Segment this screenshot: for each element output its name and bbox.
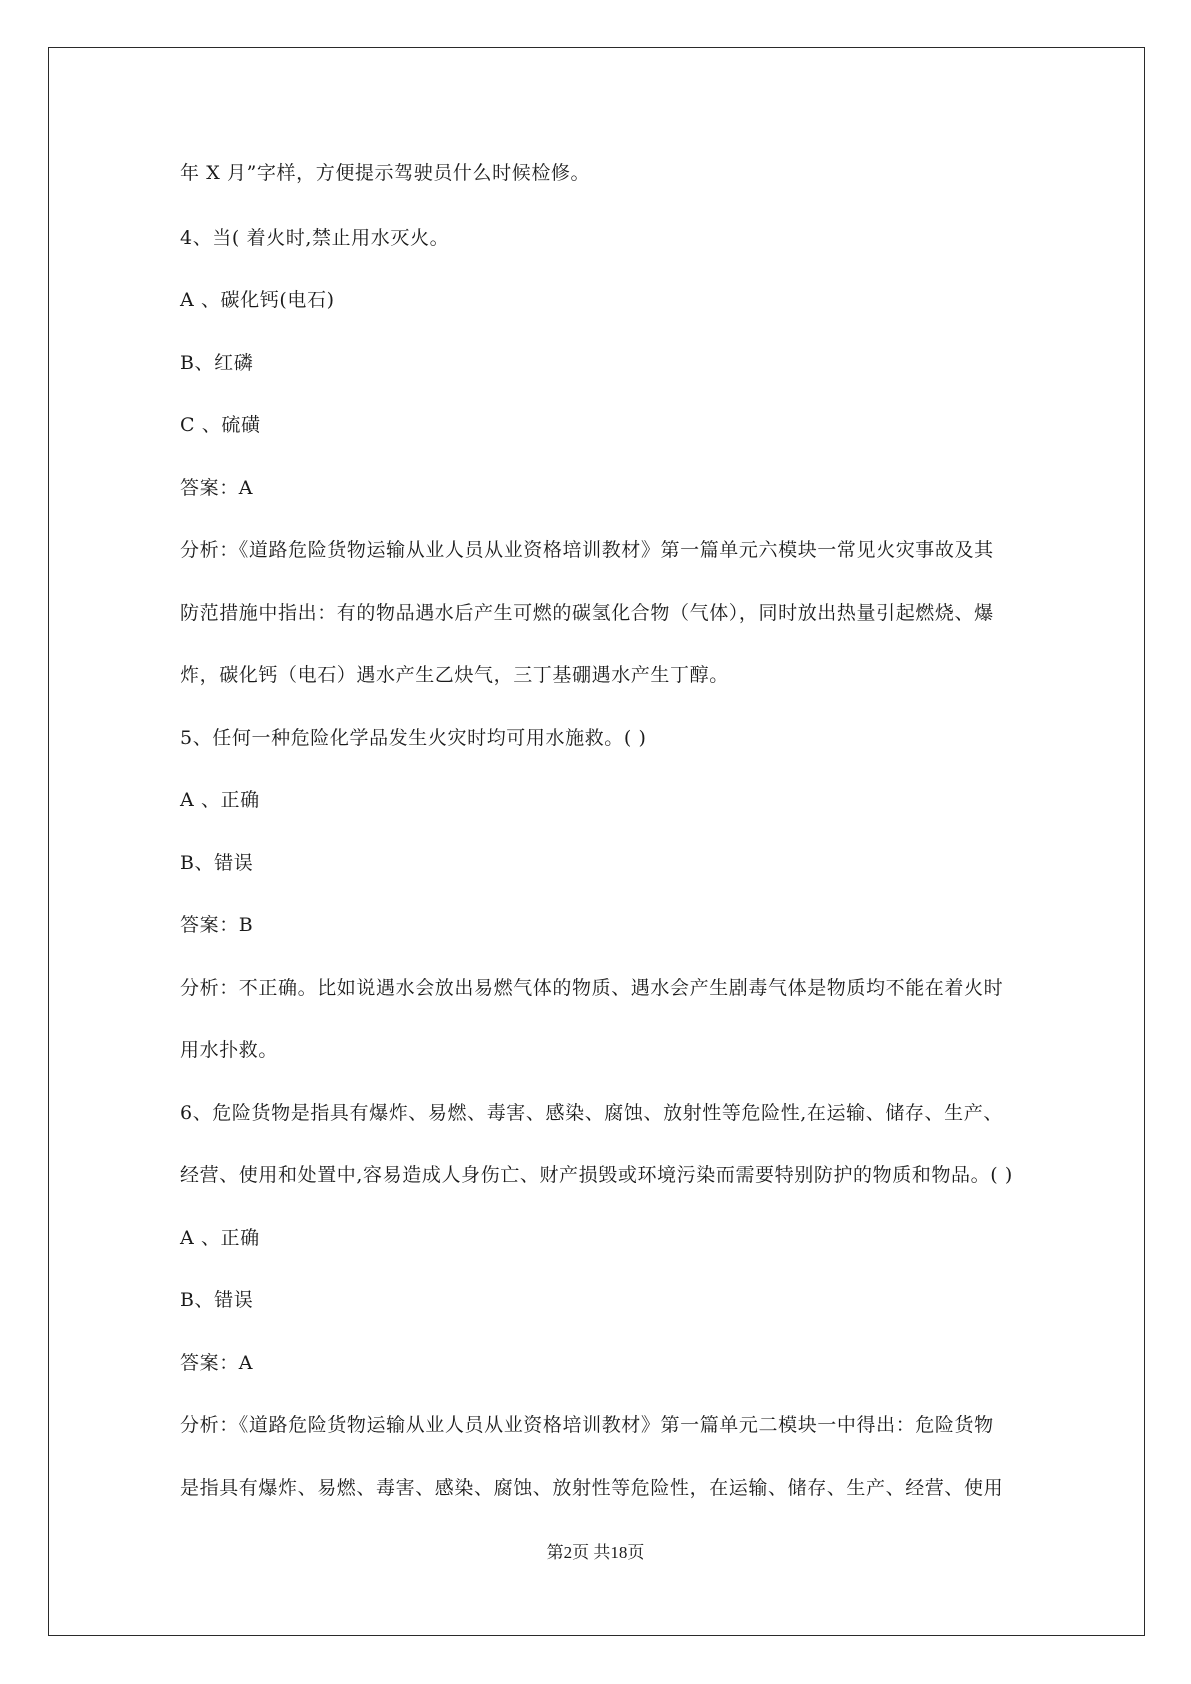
analysis-line: 用水扑救。 — [180, 1039, 279, 1061]
analysis-line: 炸，碳化钙（电石）遇水产生乙炔气，三丁基硼遇水产生丁醇。 — [180, 664, 729, 686]
page-number: 第2页 共18页 — [546, 1543, 645, 1562]
analysis-line: 分析：不正确。比如说遇水会放出易燃气体的物质、遇水会产生剧毒气体是物质均不能在着火时 — [180, 977, 1004, 999]
question-5: 5、任何一种危险化学品发生火灾时均可用水施救。( ) — [180, 727, 647, 749]
option-b: B、错误 — [180, 1289, 254, 1311]
option-b: B、红磷 — [180, 352, 254, 374]
analysis-line: 防范措施中指出：有的物品遇水后产生可燃的碳氢化合物（气体），同时放出热量引起燃烧、爆 — [180, 602, 994, 624]
analysis-line: 分析：《道路危险货物运输从业人员从业资格培训教材》第一篇单元二模块一中得出：危险货物 — [180, 1414, 994, 1436]
option-b: B、错误 — [180, 852, 254, 874]
option-a: A 、正确 — [180, 789, 260, 811]
answer: 答案：A — [180, 1352, 254, 1374]
option-a: A 、碳化钙(电石) — [180, 289, 335, 311]
question-4: 4、当( 着火时,禁止用水灭火。 — [180, 227, 450, 249]
analysis-line: 分析：《道路危险货物运输从业人员从业资格培训教材》第一篇单元六模块一常见火灾事故及其 — [180, 539, 994, 561]
option-a: A 、正确 — [180, 1227, 260, 1249]
page-border — [48, 47, 1145, 1636]
analysis-line: 是指具有爆炸、易燃、毒害、感染、腐蚀、放射性等危险性，在运输、储存、生产、经营、使用 — [180, 1477, 1004, 1499]
text-line: 年 X 月”字样，方便提示驾驶员什么时候检修。 — [180, 162, 591, 184]
answer: 答案：B — [180, 914, 254, 936]
question-6: 6、危险货物是指具有爆炸、易燃、毒害、感染、腐蚀、放射性等危险性,在运输、储存、生产、 — [180, 1102, 1003, 1124]
answer: 答案：A — [180, 477, 254, 499]
question-6-cont: 经营、使用和处置中,容易造成人身伤亡、财产损毁或环境污染而需要特别防护的物质和物品。( ) — [180, 1164, 1013, 1186]
option-c: C 、硫磺 — [180, 414, 261, 436]
